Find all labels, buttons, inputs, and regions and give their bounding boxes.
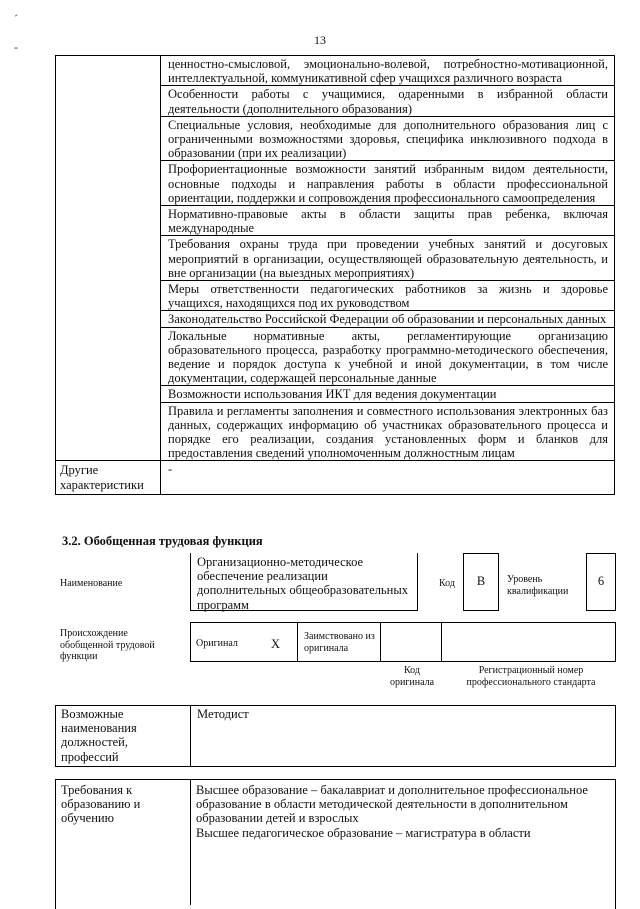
education-line: Высшее образование – бакалавриат и дополнительное профессиональное образование в области методической деятельности в дополнительном образовании детей и взрослых (196, 783, 588, 826)
origin-table (190, 622, 616, 662)
page-number: 13 (314, 33, 326, 47)
original-mark: X (271, 637, 281, 651)
level-value: 6 (586, 553, 616, 611)
name-value: Организационно-методическое обеспечение реализации дополнительных общеобразовательных программ (190, 553, 418, 611)
knowledge-row: Возможности использования ИКТ для ведения документации (161, 386, 615, 402)
corner-mark-middle: - (14, 40, 18, 54)
knowledge-row: Специальные условия, необходимые для дополнительного образования лиц с ограниченными возможностями здоровья, специфика инклюзивного подхода в образовании (при их реализации) (161, 116, 615, 161)
knowledge-label-cell (56, 56, 161, 461)
code-value: B (463, 553, 499, 611)
knowledge-table (55, 55, 615, 495)
origin-label: Происхождение обобщенной трудовой функции (60, 628, 155, 662)
knowledge-row: Требования охраны труда при проведении учебных занятий и досуговых мероприятий в организации, осуществляющей образовательную деятельность, и вне организации (на выездных мероприятиях) (161, 236, 615, 281)
origin-divider-3 (441, 622, 442, 662)
knowledge-row: Особенности работы с учащимися, одаренными в избранной области деятельности (дополнительного образования) (161, 86, 615, 116)
section-title: 3.2. Обобщенная трудовая функция (62, 534, 263, 548)
knowledge-row: Локальные нормативные акты, регламентирующие организацию образовательного процесса, разработку программно-методического обеспечения, ведение и порядок доступа к учебной и иной документации, в том числе документации, содержащей персональные данные (161, 327, 615, 386)
positions-value: Методист (197, 707, 249, 721)
other-characteristics-value: - (161, 461, 615, 495)
knowledge-row: Правила и регламенты заполнения и совместного использования электронных баз данных, содержащих информацию об участниках образовательного процесса и порядке его реализации, создания установленных форм и бланков для предоставления сведений уполномоченным должностным лицам (161, 402, 615, 461)
name-label: Наименование (60, 578, 123, 589)
education-line: Высшее педагогическое образование – магистратура в области (196, 826, 531, 840)
education-label: Требования к образованию и обучению (61, 783, 141, 826)
borrowed-label: Заимствовано из оригинала (304, 631, 375, 654)
positions-label: Возможные наименования должностей, профессий (61, 707, 137, 764)
knowledge-row: Меры ответственности педагогических работников за жизнь и здоровье учащихся, находящихся под их руководством (161, 281, 615, 311)
knowledge-row: Законодательство Российской Федерации об образовании и персональных данных (161, 311, 615, 327)
origin-divider-1 (297, 622, 298, 662)
reg-number-caption: Регистрационный номер профессионального стандарта (466, 665, 596, 688)
education-divider (190, 779, 191, 905)
other-characteristics-label: Другие характеристики (56, 461, 161, 495)
level-label: Уровень квалификации (507, 574, 569, 597)
origin-divider-2 (380, 622, 381, 662)
knowledge-row: Профориентационные возможности занятий избранным видом деятельности, основные подходы и направления работы в области профессиональной ориентации, поддержки и сопровождения профессионального самоопределения (161, 161, 615, 206)
knowledge-row: ценностно-смысловой, эмоционально-волевой, потребностно-мотивационной, интеллектуальной, коммуникативной сфер учащихся различного возраста (161, 56, 615, 86)
positions-divider (190, 705, 191, 767)
code-original-caption: Код оригинала (389, 665, 435, 688)
code-label: Код (439, 578, 455, 589)
corner-mark-top: ´ (14, 12, 18, 26)
knowledge-row: Нормативно-правовые акты в области защиты прав ребенка, включая международные (161, 206, 615, 236)
original-label: Оригинал (196, 638, 238, 649)
